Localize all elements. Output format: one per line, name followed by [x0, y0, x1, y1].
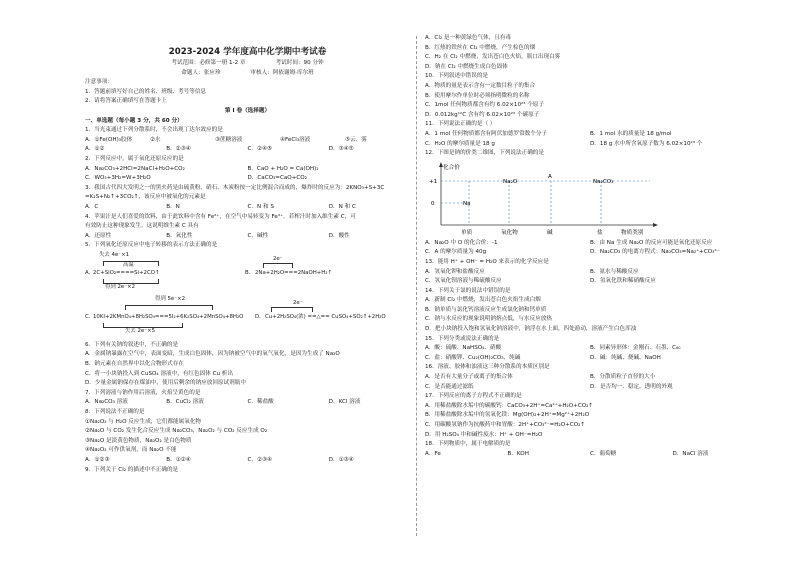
diagram-label: 2e⁻ [293, 299, 303, 306]
option-text: A．Fe [425, 450, 441, 457]
point-a: A [548, 173, 552, 180]
option-label: B． [245, 269, 255, 276]
note-item: 2．请将答案正确填写在答题卡上 [85, 98, 167, 105]
question-list-left [85, 126, 410, 251]
option-text: C．盐：硝酸钾、Cu₂(OH)₂CO₃、纯碱 [425, 354, 521, 361]
option-text: C．碱性 [247, 232, 269, 239]
option-text: C．②③④ [247, 457, 273, 463]
question-line: D．少量金属钠保存在煤油中，使用后剩余的钠应放回原试剂瓶中 [85, 380, 246, 387]
question-line: 13．能用 H⁺ + OH⁻ = H₂O 来表示的化学反应是 [425, 258, 549, 265]
option-text: D．KCl 溶液 [328, 399, 361, 406]
exam-scope: 考试范围：必修第一册 1-2 章 [171, 60, 246, 66]
option-text: C．葡萄糖 [590, 450, 617, 457]
option-label: A． [85, 269, 95, 276]
option-text: D．18 g 水中所含氧原子数为 6.02×10²³ 个 [590, 140, 703, 147]
diagram-label: 失去 2e⁻×5 [125, 327, 156, 334]
option-text: ②水 [150, 136, 161, 143]
option-row [85, 165, 410, 175]
option-row [85, 398, 410, 408]
question-line: 6．下列有关钠的叙述中，不正确的是 [85, 341, 179, 348]
question-line: ①Na₂O₂ 与 H₂O 反应生成，它们都能属氧化物 [85, 418, 202, 425]
question-line: 14．下列关于氯的说法中错误的是 [425, 287, 511, 294]
option-text: B．氧化性 [166, 232, 193, 239]
option-row [425, 354, 755, 364]
exam-time: 考试时间：90 分钟 [275, 60, 324, 66]
question-line: 15．下列分类或说法正确的是 [425, 335, 500, 342]
option-text: C．氢氧化钡溶液与稀硫酸反应 [425, 278, 502, 285]
option-text: C．稀盐酸 [247, 399, 274, 406]
option-text: D．氢氧化铁和稀硝酸反应 [590, 278, 656, 285]
diagram-cd [85, 295, 410, 341]
question-line: ③Na₂O 是淡黄色物质，Na₂O₂ 是白色物质 [85, 437, 192, 444]
option-text: A．①② [85, 146, 105, 153]
option-text: D．NaCl 溶液 [672, 450, 709, 457]
diagram-label: 得到 5e⁻×2 [155, 295, 186, 302]
option-text: A．是否有大量分子或离子的集合体 [425, 374, 513, 381]
question-line: D．用 H₂SO₄ 中和碱性废水：H⁺ + OH⁻=H₂O [425, 431, 543, 438]
x-cat-salt: 盐 [597, 229, 603, 236]
option-text: B．分散质粒子直径的大小 [590, 374, 656, 381]
option-text: ③蔗糖溶液 [215, 136, 243, 143]
question-line: B．红热的铁丝在 Cl₂ 中燃烧，产生棕色的烟 [425, 44, 536, 51]
option-text: C．A 的摩尔质量为 40g [425, 249, 487, 256]
point-na2co3: Na₂CO₃ [593, 178, 614, 185]
option-text: D．N 和 C [328, 203, 356, 210]
option-text: D．③④⑤ [328, 146, 354, 153]
option-row [425, 373, 755, 383]
question-line: ②Na₂O 与 CO₂ 发生化合反应生成 Na₂CO₃，Na₂O₂ 与 CO₂ 反应生成 O₂ [85, 428, 268, 435]
electron-arrow [125, 305, 213, 310]
option-text: D．碱：纯碱、烧碱、NaOH [590, 354, 661, 361]
option-text: D．酸性 [328, 232, 350, 239]
question-line: D．把小块钠投入饱和氢氧化钠溶液中，钠浮在水上面，四处游动，溶液产生白色浑浊 [425, 326, 637, 333]
option-text: A．Na₂O 中 O 的化合价：-1 [425, 239, 498, 246]
option-text: A．①②③ [85, 457, 110, 463]
diagram-label: 失去 4e⁻×1 [99, 251, 130, 258]
question-line: 12．下图是钠的价类二维图，下列说法正确的是 [425, 150, 544, 157]
diagram-label: 2e⁻ [273, 255, 283, 262]
question-line: B．使用摩尔作单位时必须指明微粒的名称 [425, 92, 530, 99]
option-text: C．WO₃+3H₂=W+3H₂O [85, 175, 151, 182]
option-row [85, 232, 410, 242]
diagram-ab [85, 251, 410, 295]
electron-arrow [271, 307, 313, 312]
question-line: C．1mol 任何物质都含有约 6.02×10²³ 个原子 [425, 102, 545, 109]
option-row [425, 239, 755, 249]
question-line: 2．下列反应中，属于氧化还原反应的是 [85, 155, 184, 162]
question-line: 18．下列物质中，属于电解质的是 [425, 441, 511, 448]
option-row [425, 344, 755, 354]
option-text: C．是否能通过滤纸 [425, 383, 474, 390]
option-text: A．C [85, 203, 99, 210]
point-na: Na [463, 200, 471, 207]
option-text: D．Na₂CO₃ 的电离方程式：Na₂CO₃=Na₂⁺+CO₃²⁻ [590, 249, 720, 256]
question-line: ④Na₂O₂ 可作供氧剂，而 Na₂O 不能 [85, 447, 177, 454]
option-text: A．还原性 [85, 232, 112, 239]
option-text: B．N [166, 203, 180, 210]
x-cat-simple: 单质 [461, 229, 473, 236]
question-line: D．钠在 Cl₂ 中燃烧生成白色固体 [425, 63, 508, 70]
question-line: A．物质的量是表示含有一定数目粒子的集合 [425, 82, 536, 89]
question-line: A．金属钠暴露在空气中，表面变暗，生成白色固体，因为钠被空气中的氧气氧化，是因为生成了 Na₂O [85, 351, 340, 358]
question-line: 17．下列反应的离子方程式不正确的是 [425, 393, 522, 400]
diagram-label: 高温 [123, 261, 134, 268]
option-row [85, 203, 410, 213]
exam-title: 2023-2024 学年度高中化学期中考试卷 [168, 47, 327, 57]
question-line: 4．苹果汁是人们喜爱的饮料，由于此饮料中含有 Fe²⁺，在空气中易转变为 Fe³⁺。若榨汁时加入维生素 C，可 [85, 213, 356, 220]
electron-arrow [263, 263, 293, 268]
chart-svg [425, 161, 755, 237]
option-text: A．氢氧化钾和盐酸反应 [425, 268, 485, 275]
notes-heading: 注意事项： [85, 79, 113, 86]
exam-author: 命题人：张应珍 [181, 69, 221, 76]
option-text: B．②③④ [166, 146, 191, 153]
option-text: A．①Fe(OH)₃胶体 [85, 136, 133, 143]
option-row [85, 145, 410, 155]
exam-meta-2 [85, 69, 410, 79]
question-line: C．将一小块钠投入到 CuSO₄ 溶液中，有红色固体 Cu 析出 [85, 370, 233, 377]
x-axis-arrow [653, 223, 658, 227]
option-row [425, 277, 755, 287]
diagram-label: 得到 2e⁻×2 [105, 283, 136, 290]
option-row [85, 456, 410, 466]
option-text: ⑤云、雾 [345, 136, 367, 143]
option-text: ④FeCl₃溶液 [280, 136, 311, 143]
question-line: 7．下列溶液与钠作用后溶液，火焰呈黄色的是 [85, 389, 201, 396]
section-title: 第 I 卷（选择题） [224, 107, 271, 114]
question-line: 有效防止这种现象发生。这说明维生素 C 具有 [85, 223, 199, 230]
right-column [425, 34, 755, 459]
question-list-right-2 [425, 239, 755, 460]
option-label: D． [255, 313, 265, 320]
question-line: 9．下列关于 Cl₂ 的描述中不正确的是 [85, 466, 179, 473]
question-line: 8．下列说法不正确的是 [85, 409, 145, 416]
option-label: C． [85, 313, 95, 320]
question-line: A．用稀盐酸除水垢中的碳酸钙：CaCO₃+2H⁺=Ca²⁺+H₂O+CO₂↑ [425, 402, 594, 409]
x-cat-oxide: 氧化物 [501, 229, 518, 236]
option-text: A．酸：硫酸、NaHSO₄、硝酸 [425, 345, 502, 352]
option-text: B．KOH [507, 450, 529, 457]
question-line: B．钠元素在自然界中以化合物形式存在 [85, 361, 184, 368]
option-text: B．氨水与稀酸反应 [590, 268, 639, 275]
point-na2o: Na₂O [503, 178, 518, 185]
option-row [425, 268, 755, 278]
part-title: 一、单选题（每小题 3 分，共 60 分） [85, 117, 183, 124]
question-line: A．Cl₂ 是一种黄绿色气体，且有毒 [425, 35, 512, 41]
question-line: 1．当光束通过下列分散系时，不会出现丁达尔效应的是 [85, 127, 223, 134]
option-text: B．同素异形体：金刚石、石墨、C₆₀ [590, 345, 681, 352]
option-text: B．1 mol 水的质量是 18 g/mol [590, 130, 672, 137]
equation: 2C+SiO₂====Si+2CO↑ [93, 269, 160, 276]
option-text: B．①②④ [166, 457, 191, 463]
option-text: C．N 和 S [247, 203, 274, 210]
option-row [425, 140, 755, 150]
x-cat-base: 碱 [547, 229, 553, 236]
option-row [85, 136, 410, 146]
question-line: 10．下列叙述中错误的是 [425, 73, 489, 80]
option-row [425, 383, 755, 393]
option-text: A．Na₂CO₃+2HCl=2NaCl+H₂O+CO₂ [85, 165, 185, 172]
valence-class-chart [425, 161, 755, 237]
question-line: =K₂S+N₂↑+3CO₂↑，该反应中被氧化的元素是 [85, 194, 206, 201]
option-text: B．CuCl₂ 溶液 [166, 399, 204, 406]
question-list-right [425, 34, 755, 159]
question-line: A．新制 Cl₂ 中燃烧，发出苍白色火焰生成白烟 [425, 297, 541, 304]
option-text: C．②④⑤ [247, 146, 273, 153]
exam-reviewer: 审核人：阿依谢姆·库尔班 [250, 69, 314, 76]
y-axis-label: 化合价 [443, 164, 460, 171]
question-line: 5．下列氧化还原反应中电子转移的表示方法正确的是 [85, 242, 218, 249]
note-item: 1．答题前填写好自己的姓名、班级、考号等信息 [85, 88, 207, 95]
column-divider [416, 36, 417, 536]
x-axis-label: 物质类别 [621, 229, 644, 236]
question-line: C．用碳酸氢钠作为抗酸药中和胃酸：2H⁺+CO₃²⁻=H₂O+CO₂↑ [425, 422, 586, 428]
option-text: D．CaCO₃=CaO+CO₂ [247, 175, 307, 182]
equation: Cu+2H₂SO₄(浓) ==△== CuSO₄+SO₂↑+2H₂O [265, 313, 386, 320]
question-line: 11．下列说法正确的是（ ） [425, 121, 496, 128]
y-tick-zero: 0 [431, 200, 435, 207]
question-line: C．钠与水反应的现象说明钠熔点低，与水反应放热 [425, 316, 552, 323]
question-line: B．用稀盐酸除水垢中的氢氧化镁：Mg(OH)₂+2H⁺=Mg²⁺+2H₂O [425, 412, 590, 419]
question-line: C．H₂ 在 Cl₂ 中燃烧，发出苍白色火焰，瓶口出现白雾 [425, 54, 561, 61]
option-text: D．是否均一、稳定、透明的外观 [590, 383, 673, 390]
option-text: B．由 Na 生成 Na₂O 的反应可能是氧化还原反应 [590, 239, 713, 246]
exam-meta-1 [85, 59, 410, 69]
question-line: 3．我国古代四大发明之一的黑火药是由硫黄粉、硝石、木炭粉按一定比例混合而成的，爆炸时的反应为：2KNO₃+S+3C [85, 184, 385, 191]
question-list-left-2 [85, 341, 410, 475]
option-text: A．Na₂CO₃ 溶液 [85, 399, 128, 406]
question-line: B．钠单质与氯化钙溶液反应生成氯化钠和钙单质 [425, 306, 547, 313]
option-row [425, 248, 755, 258]
option-row [425, 450, 755, 460]
option-row [85, 174, 410, 184]
option-text: A．1 mol 任何物质都含有阿伏加德罗常数个分子 [425, 130, 548, 137]
option-text: B．CaO + H₂O = Ca(OH)₂ [247, 165, 319, 172]
option-row [425, 130, 755, 140]
y-tick-plus1: +1 [429, 178, 438, 185]
equation: 2Na+2H₂O===2NaOH+H₂↑ [255, 269, 333, 276]
equation: 10KI+2KMnO₄+8H₂SO₄===5I₂+6K₂SO₄+2MnSO₄+8H₂O [93, 313, 244, 320]
option-text: D．①③④ [328, 457, 354, 463]
option-text: C．H₂O 的摩尔质量是 18 g [425, 140, 495, 147]
question-line: 16．溶液、胶体和浊液这三种分散系的本质区别是 [425, 364, 550, 371]
left-column [85, 34, 410, 475]
question-line: D．0.012kg¹²C 含有约 6.02×10²³ 个碳原子 [425, 111, 540, 118]
